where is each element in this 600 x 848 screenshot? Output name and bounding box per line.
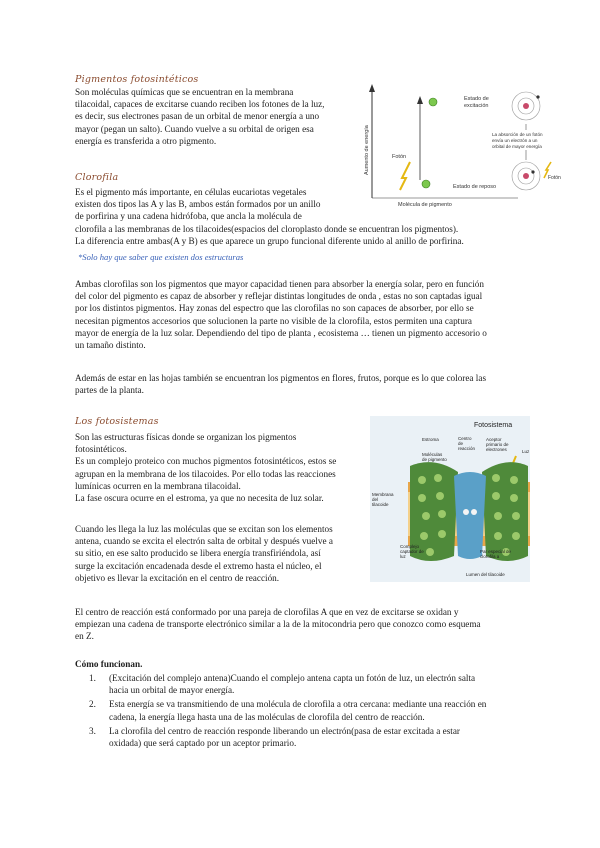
fotosistema-figure (370, 416, 530, 582)
text-line: mayor de energía de la luz solar. Dependiendo del tipo de planta , ecosistema … tienen un pigmento accesorio o (75, 327, 487, 338)
text-line: antena, cuando se excita el electrón salta de orbital y después vuelve a (75, 536, 333, 547)
text-line: Es un complejo proteico con muchos pigmentos fotosintéticos, estos se (75, 456, 337, 467)
ademas-paragraph (75, 372, 535, 396)
text-line: lumínicas ocurren en la membrana tilacoidal. (75, 480, 241, 491)
text-line: en Z. (75, 631, 94, 642)
centro-label-1: Centro (458, 436, 472, 441)
text-line: agrupan en la membrana de los tilacoides. Por ello todas las reacciones (75, 468, 336, 479)
list-number: 1. (89, 673, 96, 683)
fotosistemas-paragraph-2 (75, 523, 365, 584)
complejo-label-3: luz (400, 554, 406, 559)
text-line: La diferencia entre ambas(A y B) es que aparece un grupo funcional diferente unido al anillo de porfirina. (75, 235, 464, 246)
text-line: La fase oscura ocurre en el estroma, ya que no necesita de luz solar. (75, 493, 324, 504)
list-item (75, 672, 535, 696)
text-line: Son las estructuras físicas donde se organizan los pigmentos (75, 432, 297, 442)
orbital-caption-1: La absorción de un fotón (492, 132, 543, 137)
text-line: La clorofila del centro de reacción responde liberando un electrón(pasa de estar excitada a estar (109, 725, 460, 736)
complejo-label-2: captador de (400, 549, 424, 554)
text-line: por los distintos pigmentos. Hay zonas del espectro que las clorofilas no son capaces de absorber, por ello se (75, 303, 474, 314)
list-item (75, 725, 535, 749)
text-line: existen dos tipos las A y las B, ambos están formados por un anillo (75, 199, 321, 210)
ambas-paragraph (75, 278, 535, 351)
centro-label-3: reacción (458, 446, 476, 451)
molecule-label: Molécula de pigmento (398, 202, 452, 208)
aceptor-label-1: Aceptor (486, 437, 502, 442)
orbital-caption-3: orbital de mayor energía (492, 144, 542, 149)
nucleus-icon (523, 103, 529, 109)
photon-label: Fotón (392, 154, 407, 160)
text-line: tilacoidal, capaces de excitarse cuando reciben los fotones de la luz, (75, 99, 325, 110)
clorofila-note: *Solo hay que saber que existen dos estructuras (78, 252, 244, 262)
heading-pigmentos: Pigmentos fotosintéticos (75, 74, 199, 85)
excited-molecule-icon (429, 98, 437, 106)
text-line: El centro de reacción está conformado por una pareja de clorofilas A que en vez de excitarse se oxidan y (75, 607, 459, 617)
complejo-label-1: Complejo (400, 544, 420, 549)
text-line: mayor (pegan un salto). Cuando vuelve a su orbital de origen esa (75, 123, 314, 134)
par-label-2: clorofila a (480, 554, 500, 559)
text-line: empiezan una cadena de transporte electrónico similar a la de la mitocondria pero que conozco como esquema (75, 619, 481, 630)
list-number: 2. (89, 699, 96, 710)
text-line: energía es transferida a otro pigmento. (75, 135, 217, 146)
moleculas-label-1: Moléculas (422, 452, 443, 457)
heading-fotosistemas: Los fotosistemas (75, 416, 159, 427)
text-line: cadena, la energía llega hasta una de las moléculas de clorofila del centro de reacción. (109, 711, 425, 722)
estroma-label: Estroma (422, 437, 439, 442)
text-line: hacia un orbital de mayor energía. (109, 685, 235, 696)
moleculas-label-2: de pigmento (422, 457, 447, 462)
clorofila-paragraph (75, 186, 545, 247)
aceptor-label-2: primario de (486, 442, 509, 447)
text-line: Esta energía se va transmitiendo de una molécula de clorofila a otra cercana: mediante una reacción en (109, 699, 487, 710)
photon2-label: Fotón (548, 175, 561, 181)
lumen-label: Lumen del tilacoide (466, 572, 505, 577)
y-axis-label: Aumento de energía (364, 125, 370, 175)
text-line: es decir, sus electrones pasan de un orbital de menor energía a uno (75, 111, 320, 122)
reaction-center (454, 472, 486, 559)
text-line: su sitio, en ese salto producido se libera energía transfiriéndola, así (75, 548, 321, 559)
text-line: objetivo es llevar la excitación en el centro de reacción. (75, 572, 280, 583)
text-line: fotosintéticos. (75, 444, 127, 455)
orbital-caption-2: envía un electrón a un (492, 138, 538, 143)
heading-clorofila: Clorofila (75, 172, 119, 183)
antenna-complex-right (482, 462, 528, 561)
figure-title: Fotosistema (474, 422, 513, 429)
membrana-label-2: del (372, 497, 379, 502)
text-line: Es el pigmento más importante, en células eucariotas vegetales (75, 187, 307, 197)
text-line: Ambas clorofilas son los pigmentos que mayor capacidad tienen para absorber la energía solar, pero en función (75, 279, 484, 289)
list-item (75, 698, 535, 722)
fotosistemas-paragraph-1 (75, 431, 365, 504)
text-line: Cuando les llega la luz las moléculas que se excitan son los elementos (75, 524, 333, 534)
text-line: surge la excitación encadenada desde el extremo hasta el núcleo, el (75, 560, 322, 571)
par-label-1: Par especial de (480, 549, 512, 554)
text-line: (Excitación del complejo antena)Cuando el complejo antena capta un fotón de luz, un electrón salta (109, 673, 476, 683)
text-line: clorofila a las membranas de los tilacoides(espacios del cloroplasto donde se encuentran los pigmentos). (75, 223, 459, 234)
text-line: Además de estar en las hojas también se encuentran los pigmentos en flores, frutos, porque es lo que colorea las (75, 373, 487, 383)
text-line: partes de la planta. (75, 385, 144, 396)
text-line: un tamaño distinto. (75, 340, 146, 351)
pigmentos-paragraph (75, 86, 365, 147)
text-line: Son moléculas químicas que se encuentran en la membrana (75, 87, 294, 97)
membrana-label-3: tilacoide (372, 502, 389, 507)
text-line: oxidada) que será captado por un aceptor primario. (109, 738, 297, 749)
luz-label: Luz (522, 449, 530, 454)
heading-como-funcionan: Cómo funcionan. (75, 659, 143, 669)
membrana-label-1: Membrana (372, 492, 394, 497)
text-line: del color del pigmento es capaz de absorber y reflejar distintas longitudes de onda , estas no son captadas igual (75, 291, 483, 302)
text-line: necesitan pigmentos accesorios que solucionen la parte no visible de la clorofila, estos permiten una captura (75, 315, 472, 326)
list-number: 3. (89, 725, 96, 736)
centro-label-2: de (458, 441, 464, 446)
text-line: de porfirina y una cadena hidrófoba, que ancla la molécula de (75, 211, 302, 222)
como-funcionan-list (75, 672, 535, 749)
excited-label-2: excitación (464, 103, 489, 109)
ground-label: Estado de reposo (453, 184, 497, 190)
excited-label-1: Estado de (464, 96, 489, 102)
centro-paragraph (75, 606, 535, 643)
aceptor-label-3: electrones (486, 447, 507, 452)
